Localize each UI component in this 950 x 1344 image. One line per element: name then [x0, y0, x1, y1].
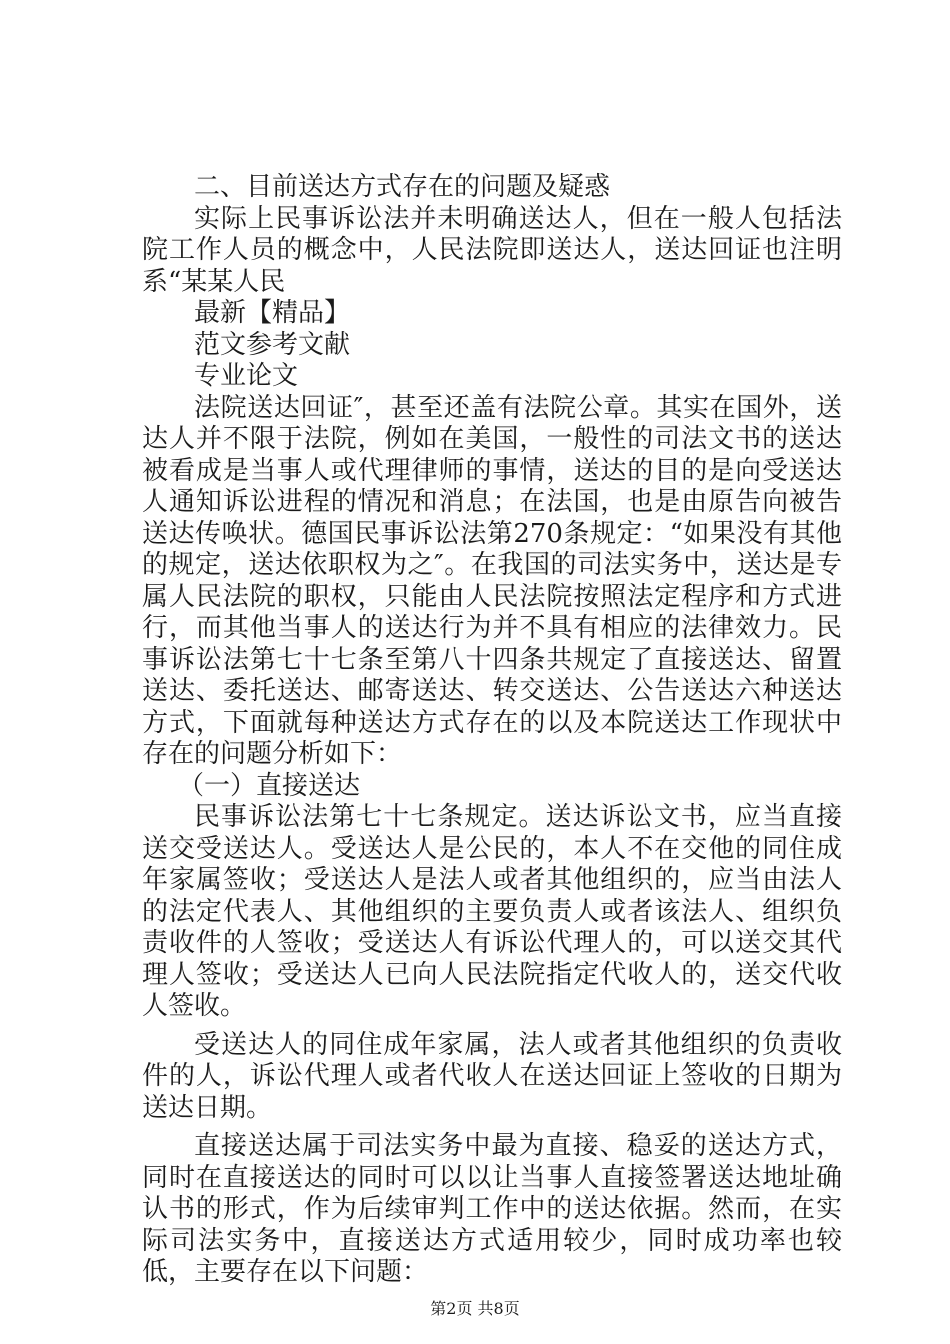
paragraph-3: 民事诉讼法第七十七条规定。送达诉讼文书，应当直接送交受送达人。受送达人是公民的，本人不在交他的同住成年家属签收；受送达人是法人或者其他组织的，应当由法人的法定代表人、其他组织的主要负责人或者该法人、组织负责收件的人签收；受送达人有诉讼代理人的，可以送交其代理人签收；受送达人已向人民法院指定代收人的，送交代收人签收。 [142, 802, 842, 1021]
watermark-line-2: 范文参考文献 [194, 329, 351, 360]
paragraph-2: 法院送达回证″，甚至还盖有法院公章。其实在国外，送达人并不限于法院，例如在美国，一般性的司法文书的送达被看成是当事人或代理律师的事情，送达的目的是向受送达人通知诉讼进程的情况和消息；在法国，也是由原告向被告送达传唤状。德国民事诉讼法第270条规定：“如果没有其他的规定，送达依职权为之″。在我国的司法实务中，送达是专属人民法院的职权，只能由人民法院按照法定程序和方式进行，而其他当事人的送达行为并不具有相应的法律效力。民事诉讼法第七十七条至第八十四条共规定了直接送达、留置送达、委托送达、邮寄送达、转交送达、公告送达六种送达方式，下面就每种送达方式存在的以及本院送达工作现状中存在的问题分析如下： [142, 392, 842, 769]
paragraph-4: 受送达人的同住成年家属，法人或者其他组织的负责收件的人，诉讼代理人或者代收人在送达回证上签收的日期为送达日期。 [142, 1029, 842, 1123]
watermark-line-3: 专业论文 [194, 361, 299, 391]
watermark-line-1: 最新【精品】 [194, 298, 351, 328]
paragraph-1: 实际上民事诉讼法并未明确送达人，但在一般人包括法院工作人员的概念中，人民法院即送达人，送达回证也注明系“某某人民 [142, 203, 842, 297]
page-number-footer: 第2页 共8页 [430, 1299, 520, 1318]
section-heading: 二、目前送达方式存在的问题及疑惑 [194, 172, 611, 202]
paragraph-5: 直接送达属于司法实务中最为直接、稳妥的送达方式，同时在直接送达的同时可以以让当事人直接签署送达地址确认书的形式，作为后续审判工作中的送达依据。然而，在实际司法实务中，直接送达方式适用较少，同时成功率也较低，主要存在以下问题： [142, 1131, 842, 1287]
subsection-heading: （一）直接送达 [178, 770, 361, 801]
document-body [142, 172, 842, 1289]
